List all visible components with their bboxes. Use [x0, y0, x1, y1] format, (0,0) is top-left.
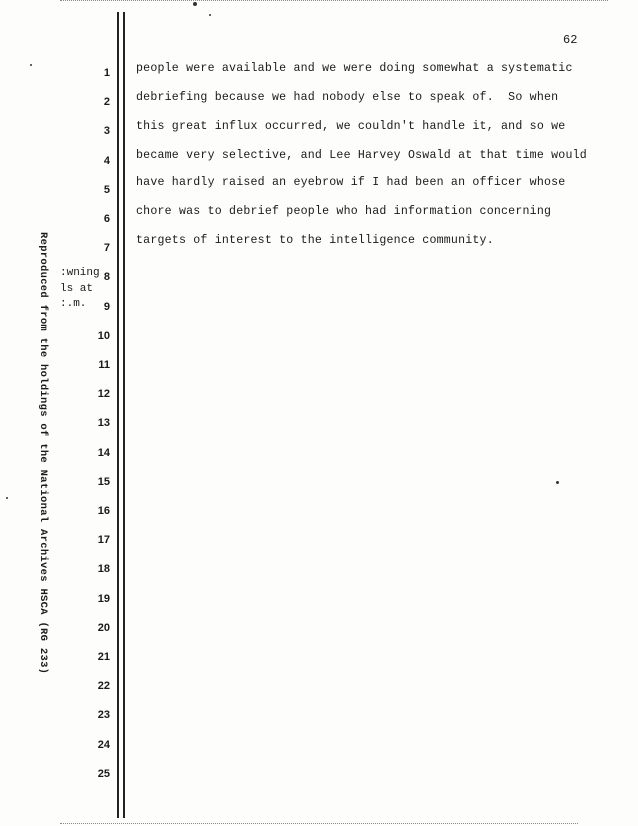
margin-fragment: :.m.: [60, 298, 87, 310]
margin-rule-right: [123, 12, 125, 818]
line-number: 10: [97, 330, 110, 342]
line-number: 24: [97, 739, 110, 751]
line-number: 6: [103, 213, 110, 225]
line-number: 1: [103, 67, 110, 79]
line-number: 12: [97, 388, 110, 400]
bottom-edge-mark: [60, 821, 578, 824]
line-number: 11: [98, 359, 110, 371]
transcript-line: debriefing because we had nobody else to speak of. So when: [136, 91, 559, 104]
line-number: 14: [97, 447, 110, 459]
archive-stamp: Reproduced from the holdings of the National Archives HSCA (RG 233): [37, 232, 49, 675]
line-number: 21: [97, 651, 110, 663]
transcript-line: targets of interest to the intelligence community.: [136, 234, 494, 247]
margin-fragment: :wning: [60, 267, 100, 279]
line-number: 18: [97, 563, 110, 575]
line-number: 22: [97, 680, 110, 692]
scan-speck: [193, 2, 197, 6]
transcript-line: people were available and we were doing somewhat a systematic: [136, 62, 573, 75]
line-number: 19: [97, 593, 110, 605]
line-number: 8: [103, 271, 110, 283]
line-number: 25: [97, 768, 110, 780]
page-number: 62: [563, 33, 578, 47]
scan-speck: [30, 64, 32, 66]
top-edge-mark: [60, 0, 608, 4]
margin-rule-left: [117, 12, 119, 818]
line-number: 15: [97, 476, 110, 488]
transcript-line: have hardly raised an eyebrow if I had been an officer whose: [136, 176, 566, 189]
margin-fragment: ls at: [60, 283, 94, 295]
transcript-line: became very selective, and Lee Harvey Oswald at that time would: [136, 149, 587, 162]
transcript-line: this great influx occurred, we couldn't handle it, and so we: [136, 120, 566, 133]
line-number: 3: [103, 125, 110, 137]
line-number: 2: [103, 96, 110, 108]
line-number: 7: [103, 242, 110, 254]
line-number: 9: [103, 301, 110, 313]
line-number: 13: [97, 417, 110, 429]
scan-speck: [556, 481, 559, 484]
line-number: 5: [103, 184, 110, 196]
scan-speck: [6, 497, 8, 499]
line-number: 20: [97, 622, 110, 634]
line-number: 17: [97, 534, 110, 546]
line-number: 23: [97, 709, 110, 721]
transcript-line: chore was to debrief people who had information concerning: [136, 205, 552, 218]
line-number: 16: [97, 505, 110, 517]
line-number: 4: [103, 155, 110, 167]
scan-speck: [209, 14, 211, 16]
